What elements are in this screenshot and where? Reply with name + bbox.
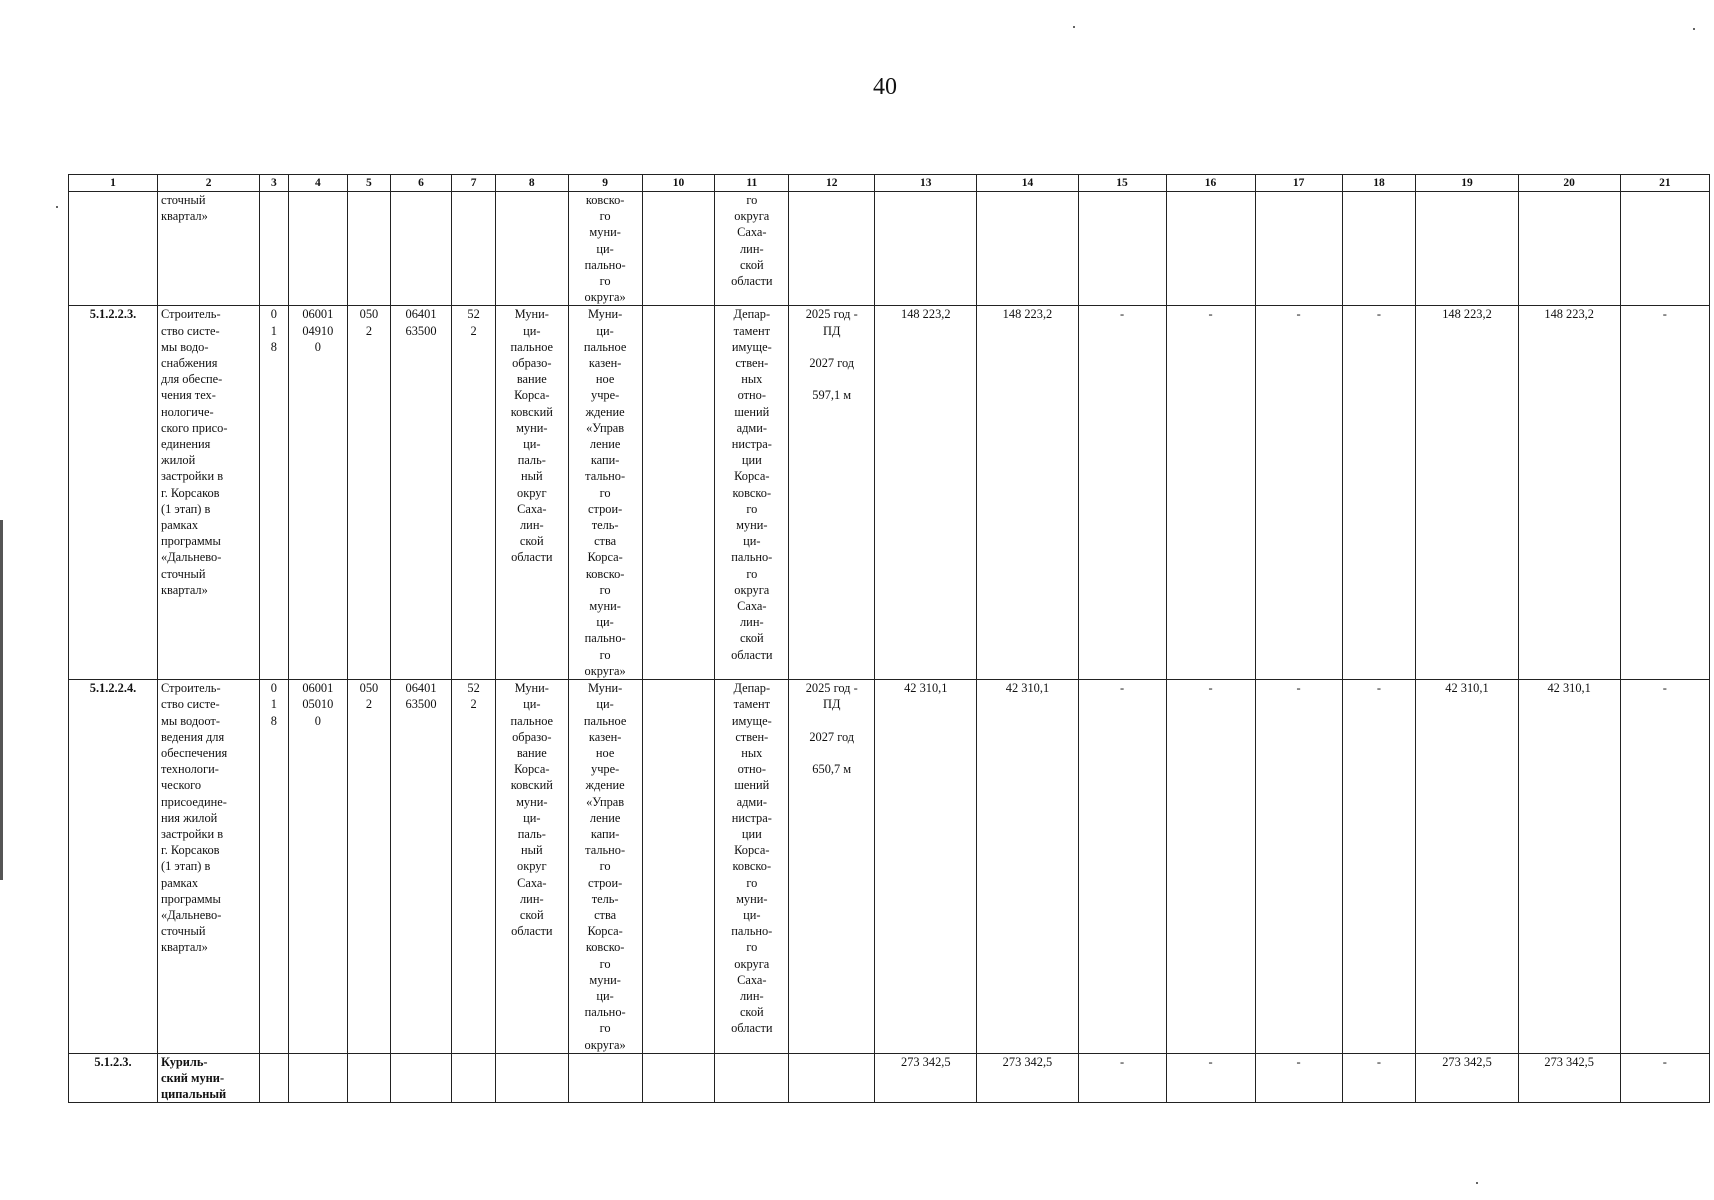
cell-col-21 (1620, 680, 1709, 1054)
cell-text: Муни- ци- пальное образо- вание Корса- ковский муни- ци- паль- ный округ Саха- лин- ской области (510, 681, 554, 939)
table-row (69, 680, 1710, 1054)
cell-col-11 (715, 192, 789, 306)
cell-col-18 (1342, 680, 1416, 1054)
cell-text: 148 223,2 (1002, 307, 1053, 322)
cell-col-16 (1166, 680, 1255, 1054)
cell-text: 5.1.2.2.3. (89, 307, 137, 322)
scan-speck (1693, 28, 1695, 30)
cell-col-5 (348, 680, 390, 1054)
table-body (69, 192, 1710, 1103)
column-header-15: 15 (1078, 175, 1166, 192)
cell-col-16 (1166, 1053, 1255, 1103)
cell-text: - (1208, 307, 1213, 322)
cell-text: Депар- тамент имуще- ствен- ных отно- шений адми- нистра- ции Корса- ковско- го муни- ци- пально- го округа Саха- лин- ской области (731, 681, 773, 1036)
cell-col-20 (1518, 680, 1620, 1054)
cell-col-18 (1342, 1053, 1416, 1103)
cell-line: 2027 год (809, 729, 855, 744)
cell-text: 273 342,5 (1002, 1054, 1053, 1069)
cell-col-20 (1518, 1053, 1620, 1103)
column-header-20: 20 (1518, 175, 1620, 192)
cell-col-3 (260, 1053, 288, 1103)
cell-col-8 (495, 306, 568, 680)
cell-text: 42 310,1 (1005, 681, 1050, 696)
cell-col-5 (348, 1053, 390, 1103)
column-header-8: 8 (495, 175, 568, 192)
cell-col-3 (260, 192, 288, 306)
cell-text: 273 342,5 (901, 1054, 951, 1069)
cell-col-4 (288, 306, 348, 680)
cell-text: Строитель- ство систе- мы водо- снабжения для обеспе- чения тех- нологиче- ского присо- единения жилой застройки в г. Корсаков (1 этап) в рамках программы «Дальнево- сточный квартал» (161, 307, 228, 597)
cell-col-9 (568, 680, 642, 1054)
cell-col-5 (348, 306, 390, 680)
cell-col-4 (288, 192, 348, 306)
cell-text: - (1662, 307, 1667, 322)
cell-col-21 (1620, 192, 1709, 306)
cell-col-7 (452, 306, 496, 680)
cell-text: ковско- го муни- ци- пально- го округа» (584, 193, 626, 305)
cell-col-13 (875, 306, 977, 680)
cell-text: Депар- тамент имуще- ствен- ных отно- шений адми- нистра- ции Корса- ковско- го муни- ци- пально- го округа Саха- лин- ской области (731, 307, 773, 662)
cell-col-17 (1255, 306, 1342, 680)
table-row (69, 1053, 1710, 1103)
cell-text: 0 1 8 (270, 307, 277, 354)
cell-col-10 (642, 192, 715, 306)
table-row (69, 306, 1710, 680)
cell-col-3 (260, 306, 288, 680)
column-header-11: 11 (715, 175, 789, 192)
cell-col-3 (260, 680, 288, 1054)
cell-col-19 (1416, 192, 1518, 306)
cell-line: 650,7 м (812, 761, 852, 776)
column-header-17: 17 (1255, 175, 1342, 192)
header-row (69, 175, 1710, 192)
cell-text: 148 223,2 (1442, 307, 1492, 322)
cell-col-13 (875, 1053, 977, 1103)
cell-text: 273 342,5 (1544, 1054, 1594, 1069)
row-name (158, 1053, 260, 1103)
row-code (69, 680, 158, 1054)
cell-col-8 (495, 680, 568, 1054)
cell-text: 5.1.2.2.4. (89, 681, 137, 696)
cell-text: 148 223,2 (901, 307, 951, 322)
column-header-6: 6 (390, 175, 452, 192)
budget-table (68, 174, 1710, 1103)
column-header-14: 14 (977, 175, 1078, 192)
cell-text: Строитель- ство систе- мы водоот- ведения для обеспечения технологи- ческого присоедине- ния жилой застройки в г. Корсаков (1 этап) в рамках программы «Дальнево- сточный квартал» (161, 681, 228, 955)
cell-text: - (1119, 1054, 1125, 1069)
cell-col-10 (642, 306, 715, 680)
cell-text: 52 2 (467, 681, 480, 712)
cell-text: - (1662, 1054, 1667, 1069)
cell-col-8 (495, 1053, 568, 1103)
cell-col-17 (1255, 192, 1342, 306)
cell-text: го округа Саха- лин- ской области (731, 193, 773, 289)
cell-col-6 (390, 1053, 452, 1103)
cell-col-12 (789, 680, 875, 1054)
cell-col-14 (977, 1053, 1078, 1103)
cell-col-15 (1078, 306, 1166, 680)
cell-text: 06001 05010 0 (302, 681, 334, 728)
cell-text: Куриль- ский муни- ципальный (161, 1054, 227, 1102)
column-header-21: 21 (1620, 175, 1709, 192)
cell-col-10 (642, 1053, 715, 1103)
cell-col-6 (390, 192, 452, 306)
cell-text: - (1376, 1054, 1382, 1069)
cell-col-19 (1416, 306, 1518, 680)
cell-col-19 (1416, 1053, 1518, 1103)
column-header-9: 9 (568, 175, 642, 192)
column-header-10: 10 (642, 175, 715, 192)
cell-text: 050 2 (359, 307, 379, 338)
cell-line: 597,1 м (812, 388, 852, 403)
cell-col-6 (390, 680, 452, 1054)
cell-text: 148 223,2 (1544, 307, 1594, 322)
cell-line: 2027 год (809, 355, 855, 370)
column-header-19: 19 (1416, 175, 1518, 192)
cell-col-12 (789, 1053, 875, 1103)
cell-text: - (1208, 681, 1213, 696)
cell-col-21 (1620, 1053, 1709, 1103)
column-header-4: 4 (288, 175, 348, 192)
cell-text: - (1296, 1054, 1301, 1069)
scan-speck (1476, 1182, 1478, 1184)
cell-text: - (1119, 307, 1125, 322)
cell-text: - (1662, 681, 1667, 696)
cell-col-12 (789, 306, 875, 680)
cell-col-7 (452, 680, 496, 1054)
cell-col-9 (568, 1053, 642, 1103)
cell-text: - (1376, 681, 1382, 696)
cell-col-15 (1078, 192, 1166, 306)
scan-speck (56, 206, 58, 208)
cell-col-16 (1166, 306, 1255, 680)
cell-col-14 (977, 306, 1078, 680)
cell-col-11 (715, 306, 789, 680)
cell-text: 5.1.2.3. (94, 1054, 132, 1069)
cell-text: - (1296, 307, 1301, 322)
cell-col-17 (1255, 680, 1342, 1054)
cell-text: 52 2 (467, 307, 480, 338)
cell-col-12 (789, 192, 875, 306)
cell-col-18 (1342, 192, 1416, 306)
row-code (69, 306, 158, 680)
cell-col-18 (1342, 306, 1416, 680)
scan-speck (1073, 26, 1075, 28)
cell-col-8 (495, 192, 568, 306)
column-header-16: 16 (1166, 175, 1255, 192)
row-name (158, 192, 260, 306)
scan-edge-mark (0, 520, 3, 880)
cell-col-13 (875, 680, 977, 1054)
cell-text: - (1296, 681, 1301, 696)
cell-text: Муни- ци- пальное казен- ное учре- ждение «Управ ление капи- тально- го строи- тель- ства Корса- ковско- го муни- ци- пально- го округа» (583, 681, 627, 1052)
cell-col-4 (288, 680, 348, 1054)
cell-text: Муни- ци- пальное казен- ное учре- ждение «Управ ление капи- тально- го строи- тель- ства Корса- ковско- го муни- ци- пально- го округа» (583, 307, 627, 678)
cell-text: 06401 63500 (405, 307, 437, 338)
cell-col-20 (1518, 192, 1620, 306)
cell-col-17 (1255, 1053, 1342, 1103)
cell-text: - (1208, 1054, 1213, 1069)
cell-line: 2025 год - ПД (805, 307, 858, 338)
row-name (158, 680, 260, 1054)
cell-text: Муни- ци- пальное образо- вание Корса- ковский муни- ци- паль- ный округ Саха- лин- ской области (510, 307, 554, 565)
cell-text: 42 310,1 (1547, 681, 1591, 696)
cell-col-13 (875, 192, 977, 306)
cell-text: 0 1 8 (270, 681, 277, 728)
cell-col-11 (715, 1053, 789, 1103)
cell-col-10 (642, 680, 715, 1054)
cell-col-15 (1078, 1053, 1166, 1103)
row-name (158, 306, 260, 680)
row-code (69, 1053, 158, 1103)
cell-text: 050 2 (359, 681, 379, 712)
cell-col-19 (1416, 680, 1518, 1054)
column-header-5: 5 (348, 175, 390, 192)
cell-col-11 (715, 680, 789, 1054)
column-header-3: 3 (260, 175, 288, 192)
table-row (69, 192, 1710, 306)
column-header-12: 12 (789, 175, 875, 192)
column-header-1: 1 (69, 175, 158, 192)
cell-col-14 (977, 680, 1078, 1054)
page-number: 40 (873, 74, 897, 100)
cell-text: - (1119, 681, 1125, 696)
cell-col-7 (452, 1053, 496, 1103)
cell-text: 06001 04910 0 (302, 307, 334, 354)
cell-text: 42 310,1 (1445, 681, 1489, 696)
row-code (69, 192, 158, 306)
column-header-7: 7 (452, 175, 496, 192)
cell-col-5 (348, 192, 390, 306)
cell-text: - (1376, 307, 1382, 322)
cell-col-21 (1620, 306, 1709, 680)
column-header-13: 13 (875, 175, 977, 192)
cell-col-15 (1078, 680, 1166, 1054)
cell-text: сточный квартал» (161, 193, 208, 224)
cell-col-9 (568, 306, 642, 680)
cell-text: 06401 63500 (405, 681, 437, 712)
cell-col-16 (1166, 192, 1255, 306)
cell-col-4 (288, 1053, 348, 1103)
cell-text: 42 310,1 (904, 681, 948, 696)
cell-col-6 (390, 306, 452, 680)
column-header-2: 2 (158, 175, 260, 192)
cell-col-20 (1518, 306, 1620, 680)
cell-col-14 (977, 192, 1078, 306)
cell-col-9 (568, 192, 642, 306)
column-header-18: 18 (1342, 175, 1416, 192)
cell-line: 2025 год - ПД (805, 681, 858, 712)
cell-text: 273 342,5 (1442, 1054, 1492, 1069)
cell-col-7 (452, 192, 496, 306)
